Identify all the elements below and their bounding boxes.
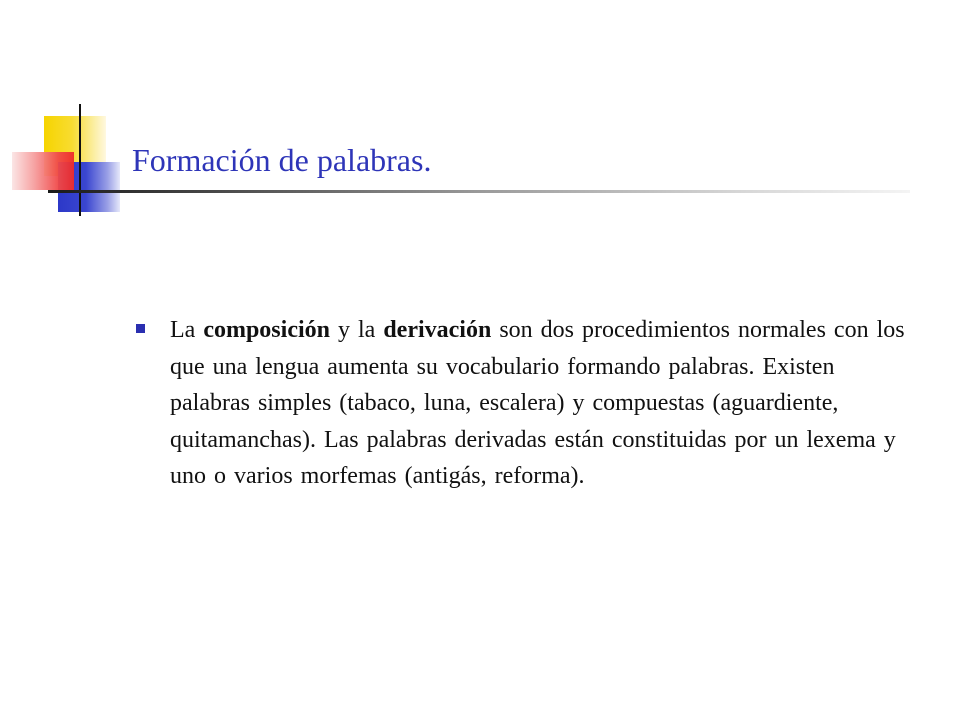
- bullet-text-segment: son dos procedimientos normales con los que una lengua aumenta su vocabulario formando palabras. Existen palabras simples (tabaco, luna, escalera) y compuestas (aguardiente, quitamanchas). Las palabras derivadas están constituidas por un lexema y uno o varios morfemas (antigás, reforma).: [170, 317, 905, 489]
- slide-title: Formación de palabras.: [132, 142, 432, 178]
- bullet-square-icon: [136, 324, 145, 333]
- bold-term-composicion: composición: [203, 317, 330, 343]
- title-underline: [48, 190, 910, 193]
- bullet-list: [132, 312, 922, 495]
- decor-vertical-line: [79, 104, 81, 216]
- bullet-text-segment: y la: [329, 317, 384, 343]
- decor-red-square: [12, 152, 74, 190]
- bold-term-derivacion: derivación: [383, 317, 492, 343]
- bullet-text: [170, 312, 922, 495]
- bullet-text-segment: La: [170, 317, 204, 343]
